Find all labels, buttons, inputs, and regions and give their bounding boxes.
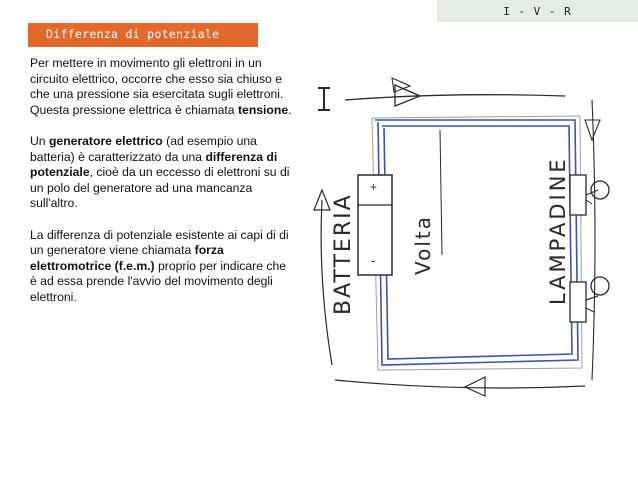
paragraph-2 [30,134,292,212]
text-run: proprio per indicare che è ad essa prende l'avvio del movimento degli elettroni. [30,258,287,304]
text-run: , cioè da un eccesso di elettroni su di un polo del generatore ad una mancanza sull'altro. [30,165,290,211]
arrow-bottom [335,377,585,396]
lamp-1 [570,175,609,215]
battery-label: BATTERIA [331,193,356,315]
paragraph-3 [30,228,292,306]
text-run: La differenza di potenziale esistente ai capi di di un generatore viene chiamata [30,227,289,258]
paragraph-1 [30,56,292,118]
lamps-label: LAMPADINE [546,156,570,305]
text-run: (ad esempio una batteria) è caratterizzato da una [30,133,257,164]
circuit-sketch [300,60,610,460]
arrow-left [314,190,332,365]
arrow-right [585,100,600,380]
text-run: . [288,102,292,117]
current-label-group [310,88,330,110]
page-title: Differenza di potenziale [46,27,220,41]
arrow-top [345,78,565,106]
text-run: Un [30,133,49,148]
current-label: I [310,106,311,107]
minus-sign: - [371,252,376,268]
title-bar [28,23,258,47]
bold-term: differenza di potenziale [30,149,278,180]
bold-term: generatore elettrico [48,133,163,148]
text-run: Per mettere in movimento gli elettroni in un circuito elettrico, occorre che esso sia chiuso e che una pressione sia esercitata sugli elettroni. Questa pressione elettrica è chiamata [30,56,284,117]
battery-symbol [358,175,392,275]
corner-label-text: I - V - R [503,4,572,18]
inner-arrow [440,130,442,255]
plus-sign: + [370,180,378,194]
bold-term: tensione [237,102,289,117]
corner-label [437,0,638,22]
body-text [30,56,292,321]
inner-label: Volta [411,214,435,275]
lamp-2 [570,277,609,322]
bold-term: forza elettromotrice (f.e.m.) [30,243,224,273]
